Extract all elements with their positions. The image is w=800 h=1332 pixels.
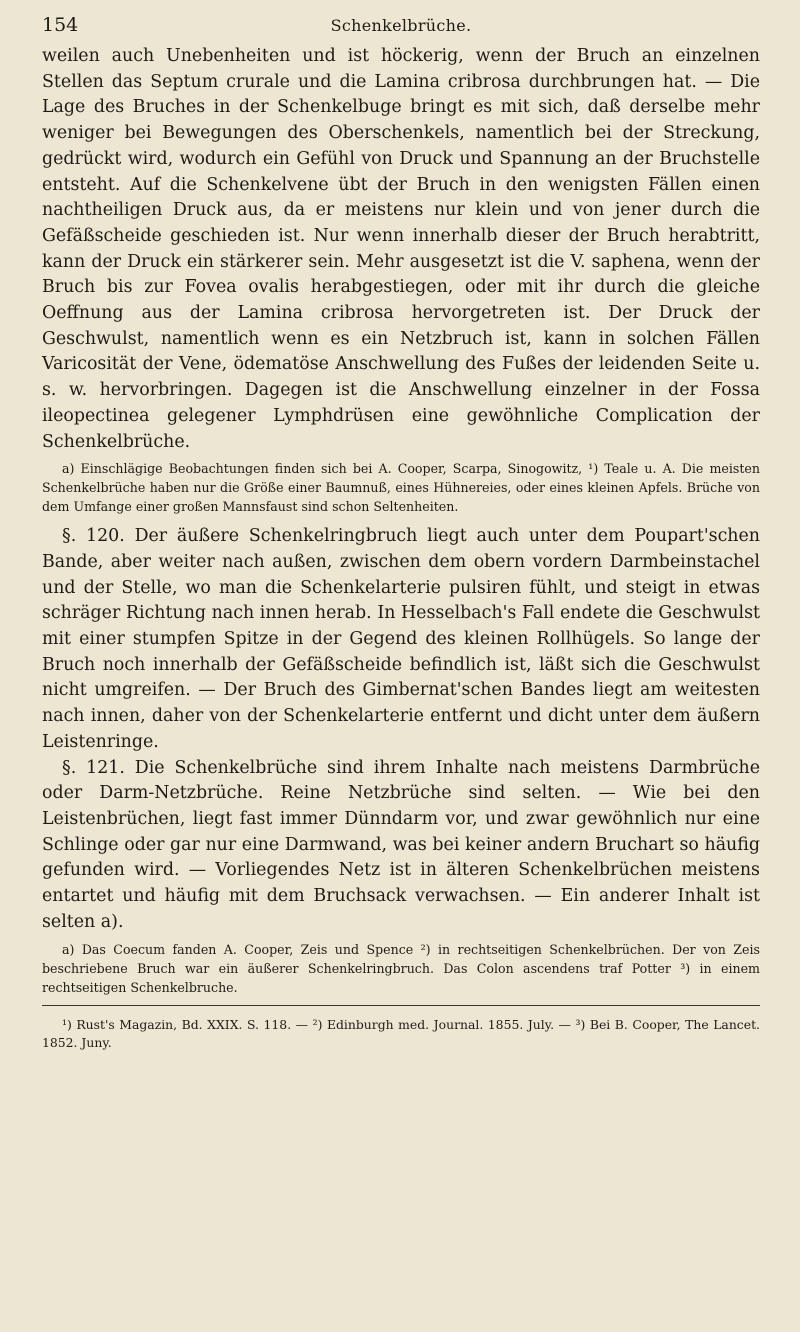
paragraph-hernia-symptoms: weilen auch Unebenheiten und ist höckerig, wenn der Bruch an einzelnen Stellen das Septum crurale und die Lamina cribrosa durchbrungen hat. — Die Lage des Bruches in der Schenkelbuge bringt es mit sich, daß derselbe mehr weniger bei Bewegungen des Oberschenkels, namentlich bei der Streckung, gedrückt wird, wodurch ein Gefühl von Druck und Spannung an der Bruchstelle entsteht. Auf die Schenkelvene übt der Bruch in den wenigsten Fällen einen nachtheiligen Druck aus, da er meistens nur klein und von jener durch die Gefäßscheide geschieden ist. Nur wenn innerhalb dieser der Bruch herabtritt, kann der Druck ein stärkerer sein. Mehr ausgesetzt ist die V. saphena, wenn der Bruch bis zur Fovea ovalis herabgestiegen, oder mit ihr durch die gleiche Oeffnung aus der Lamina cribrosa hervorgetreten ist. Der Druck der Geschwulst, namentlich wenn es ein Netzbruch ist, kann in solchen Fällen Varicosität der Vene, ödematöse Anschwellung des Fußes der leidenden Seite u. s. w. hervorbringen. Dagegen ist die Anschwellung einzelner in der Fossa ileopectinea gelegener Lymphdrüsen eine gewöhnliche Complication der Schenkelbrüche. [42, 46, 760, 452]
book-page [42, 14, 760, 1052]
bibliographic-references [42, 1016, 760, 1052]
footnote-coecum-colon: a) Das Coecum fanden A. Cooper, Zeis und Spence ²) in rechtseitigen Schenkelbrüchen. Der von Zeis beschriebene Bruch war ein äußerer Schenkelringbruch. Das Colon ascendens traf Potter ³) in einem rechtseitigen Schenkelbruche. [42, 941, 760, 995]
footnote-case-observations: a) Einschlägige Beobachtungen finden sich bei A. Cooper, Scarpa, Sinogowitz, ¹) Teale u. A. Die meisten Schenkelbrüche haben nur die Größe einer Baumnuß, eines Hühnereies, oder eines kleinen Apfels. Brüche von dem Umfange einer großen Mannsfaust sind schon Seltenheiten. [42, 461, 760, 515]
paragraph-section-120: §. 120. Der äußere Schenkelringbruch liegt auch unter dem Poupart'schen Bande, aber weiter nach außen, zwischen dem obern vordern Darmbeinstachel und der Stelle, wo man die Schenkelarterie pulsiren fühlt, und steigt in etwas schräger Richtung nach innen herab. In Hesselbach's Fall endete die Geschwulst mit einer stumpfen Spitze in der Gegend des kleinen Rollhügels. So lange der Bruch noch innerhalb der Gefäßscheide befindlich ist, läßt sich die Geschwulst nicht umgreifen. — Der Bruch des Gimbernat'schen Bandes liegt am weitesten nach innen, daher von der Schenkelarterie entfernt und dicht unter dem äußern Leistenringe. [42, 526, 760, 752]
main-text [42, 44, 760, 997]
running-head: Schenkelbrüche. [330, 16, 472, 35]
page-header [42, 14, 760, 40]
reference-line: ¹) Rust's Magazin, Bd. XXIX. S. 118. — ²) Edinburgh med. Journal. 1855. July. — ³) Bei B. Cooper, The Lancet. 1852. Juny. [42, 1016, 760, 1050]
footnote-divider [42, 1005, 760, 1006]
paragraph-section-121: §. 121. Die Schenkelbrüche sind ihrem Inhalte nach meistens Darmbrüche oder Darm-Netzbrüche. Reine Netzbrüche sind selten. — Wie bei den Leistenbrüchen, liegt fast immer Dünndarm vor, und zwar gewöhnlich nur eine Schlinge oder gar nur eine Darmwand, was bei keiner andern Bruchart so häufig gefunden wird. — Vorliegendes Netz ist in älteren Schenkelbrüchen meistens entartet und häufig mit dem Bruchsack verwachsen. — Ein anderer Inhalt ist selten a). [42, 757, 760, 932]
page-number: 154 [42, 14, 79, 36]
